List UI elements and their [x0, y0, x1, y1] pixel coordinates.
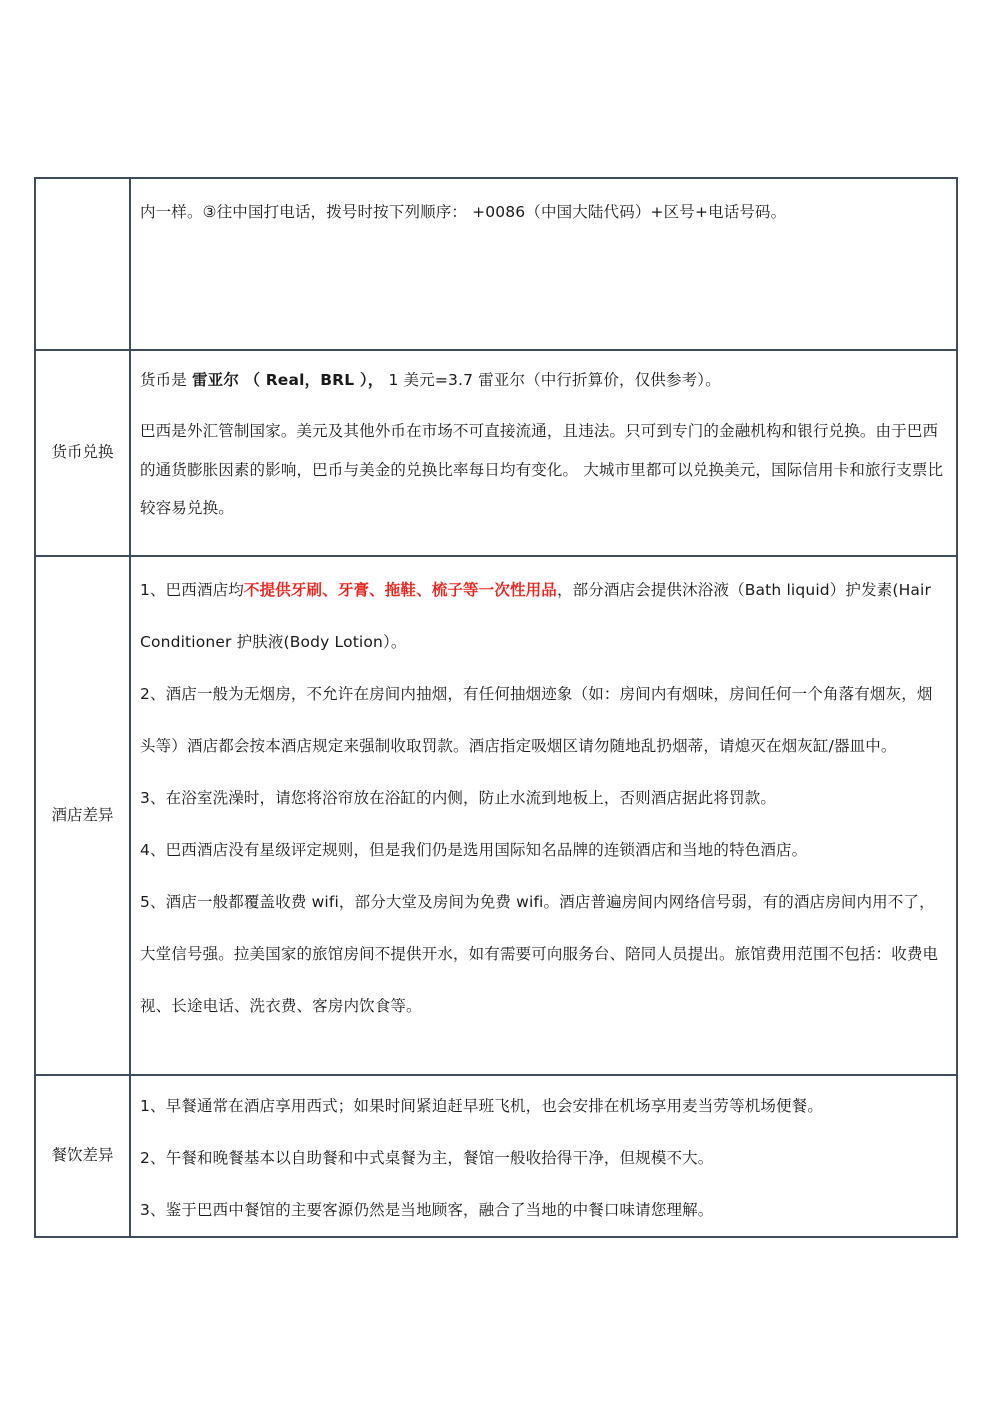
row-content: [130, 178, 957, 350]
currency-rate: 1 美元=3.7 雷亚尔（中行折算价，仅供参考）。: [383, 371, 721, 389]
row-content: [130, 556, 957, 1075]
currency-exchange-text: 巴西是外汇管制国家。美元及其他外币在市场不可直接流通，且违法。只可到专门的金融机构和银行兑换。由于巴西的通货膨胀因素的影响，巴币与美金的兑换比率每日均有变化。 大城市里都可以兑换美元，国际信用卡和旅行支票比较容易兑换。: [140, 422, 944, 517]
list-item: 2、酒店一般为无烟房，不允许在房间内抽烟，有任何抽烟迹象（如：房间内有烟味，房间任何一个角落有烟灰，烟头等）酒店都会按本酒店规定来强制收取罚款。酒店指定吸烟区请勿随地乱扔烟蒂，请熄灭在烟灰缸/器皿中。: [140, 685, 933, 755]
currency-line: [140, 351, 946, 392]
table-row: [35, 1075, 957, 1237]
row-label-hotel: 酒店差异: [35, 556, 130, 1075]
row-content: [130, 350, 957, 556]
currency-prefix: 货币是: [140, 371, 193, 389]
row-label: [35, 178, 130, 350]
list-item: 2、午餐和晚餐基本以自助餐和中式桌餐为主，餐馆一般收拾得干净，但规模不大。: [140, 1149, 714, 1167]
list-item: [140, 557, 946, 668]
list-item: 3、鉴于巴西中餐馆的主要客源仍然是当地顾客，融合了当地的中餐口味请您理解。: [140, 1201, 714, 1219]
table-row: [35, 178, 957, 350]
row-label-currency: 货币兑换: [35, 350, 130, 556]
list-item: 4、巴西酒店没有星级评定规则，但是我们仍是选用国际知名品牌的连锁酒店和当地的特色酒店。: [140, 841, 808, 859]
currency-name: 雷亚尔 （ Real，BRL ），: [192, 371, 384, 389]
hotel-item-1-prefix: 1、巴西酒店均: [140, 581, 244, 599]
info-table: [34, 177, 958, 1238]
list-item: 3、在浴室洗澡时，请您将浴帘放在浴缸的内侧，防止水流到地板上，否则酒店据此将罚款。: [140, 789, 777, 807]
table-row: [35, 350, 957, 556]
hotel-item-1-suffix: ，部分酒店会提供沐浴液（Bath liquid）护发素(Hair Conditioner 护肤液(Body Lotion）。: [140, 581, 931, 651]
hotel-item-1-highlight: 不提供牙刷、牙膏、拖鞋、梳子等一次性用品: [243, 581, 557, 599]
phone-dialing-text: 内一样。③往中国打电话，拨号时按下列顺序： +0086（中国大陆代码）+区号+电话号码。: [140, 203, 787, 221]
list-item: 1、早餐通常在酒店享用西式；如果时间紧迫赶早班飞机，也会安排在机场享用麦当劳等机场便餐。: [140, 1097, 823, 1115]
list-item: 5、酒店一般都覆盖收费 wifi，部分大堂及房间为免费 wifi。酒店普遍房间内网络信号弱，有的酒店房间内用不了，大堂信号强。拉美国家的旅馆房间不提供开水，如有需要可向服务台、陪同人员提出。旅馆费用范围不包括：收费电视、长途电话、洗衣费、客房内饮食等。: [140, 893, 939, 1015]
row-label-dining: 餐饮差异: [35, 1075, 130, 1237]
table-row: [35, 556, 957, 1075]
row-content: [130, 1075, 957, 1237]
